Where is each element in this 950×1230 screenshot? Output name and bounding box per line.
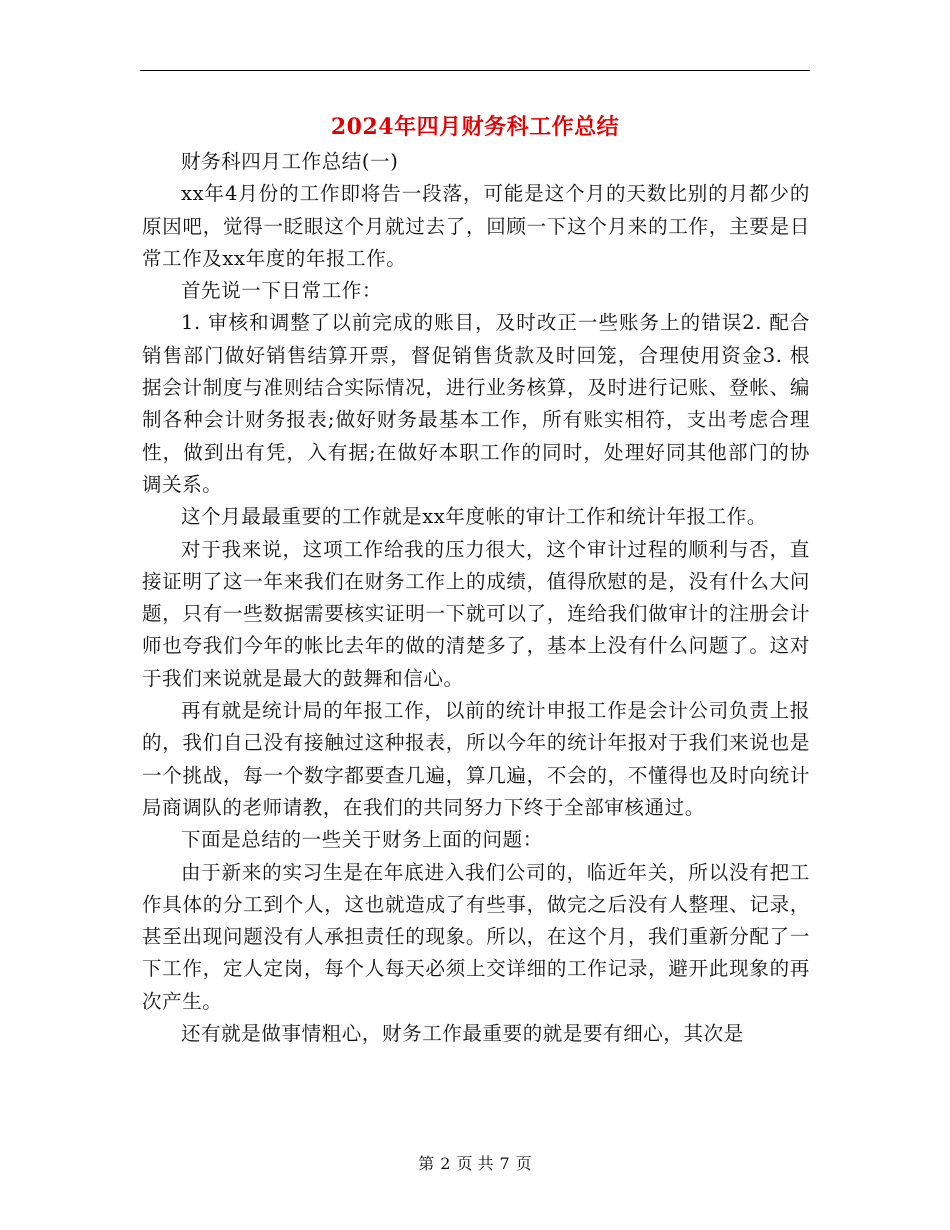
- footer-current-page: 2: [440, 1154, 451, 1173]
- footer-middle: 页 共: [456, 1154, 494, 1173]
- header-rule: [140, 70, 810, 71]
- footer-total-pages: 7: [499, 1154, 510, 1173]
- paragraph: 还有就是做事情粗心，财务工作最重要的就是要有细心，其次是: [181, 1022, 744, 1046]
- paragraph: 这个月最最重要的工作就是xx年度帐的审计工作和统计年报工作。: [181, 505, 767, 529]
- paragraph: 由于新来的实习生是在年底进入我们公司的，临近年关，所以没有把工作具体的分工到个人，这也就造成了有些事，做完之后没有人整理、记录，甚至出现问题没有人承担责任的现象。所以，在这个月，我们重新分配了一下工作，定人定岗，每个人每天必须上交详细的工作记录，避开此现象的再次产生。: [142, 860, 810, 1013]
- paragraph: 对于我来说，这项工作给我的压力很大，这个审计过程的顺利与否，直接证明了这一年来我们在财务工作上的成绩，值得欣慰的是，没有什么大问题，只有一些数据需要核实证明一下就可以了，连给我们做审计的注册会计师也夸我们今年的帐比去年的做的清楚多了，基本上没有什么问题了。这对于我们来说就是最大的鼓舞和信心。: [142, 537, 810, 690]
- document-body: [142, 146, 810, 1050]
- paragraph: 首先说一下日常工作：: [181, 279, 383, 303]
- document-title: 2024年四月财务科工作总结: [330, 114, 620, 140]
- paragraph: xx年4月份的工作即将告一段落，可能是这个月的天数比别的月都少的原因吧，觉得一眨眼这个月就过去了，回顾一下这个月来的工作，主要是日常工作及xx年度的年报工作。: [142, 182, 810, 270]
- paragraph-subtitle: 财务科四月工作总结(一): [181, 150, 399, 173]
- paragraph: 1. 审核和调整了以前完成的账目，及时改正一些账务上的错误2. 配合销售部门做好销售结算开票，督促销售货款及时回笼，合理使用资金3. 根据会计制度与准则结合实际情况，进行业务核算，及时进行记账、登帐、编制各种会计财务报表;做好财务最基本工作，所有账实相符，支出考虑合理性，做到出有凭，入有据;在做好本职工作的同时，处理好同其他部门的协调关系。: [142, 311, 810, 496]
- footer-suffix: 页: [515, 1154, 532, 1173]
- paragraph: 再有就是统计局的年报工作，以前的统计申报工作是会计公司负责上报的，我们自己没有接触过这种报表，所以今年的统计年报对于我们来说也是一个挑战，每一个数字都要查几遍，算几遍，不会的，不懂得也及时向统计局商调队的老师请教，在我们的共同努力下终于全部审核通过。: [142, 699, 810, 819]
- footer-prefix: 第: [418, 1154, 435, 1173]
- page-footer: [0, 1152, 950, 1176]
- paragraph: 下面是总结的一些关于财务上面的问题：: [181, 828, 543, 852]
